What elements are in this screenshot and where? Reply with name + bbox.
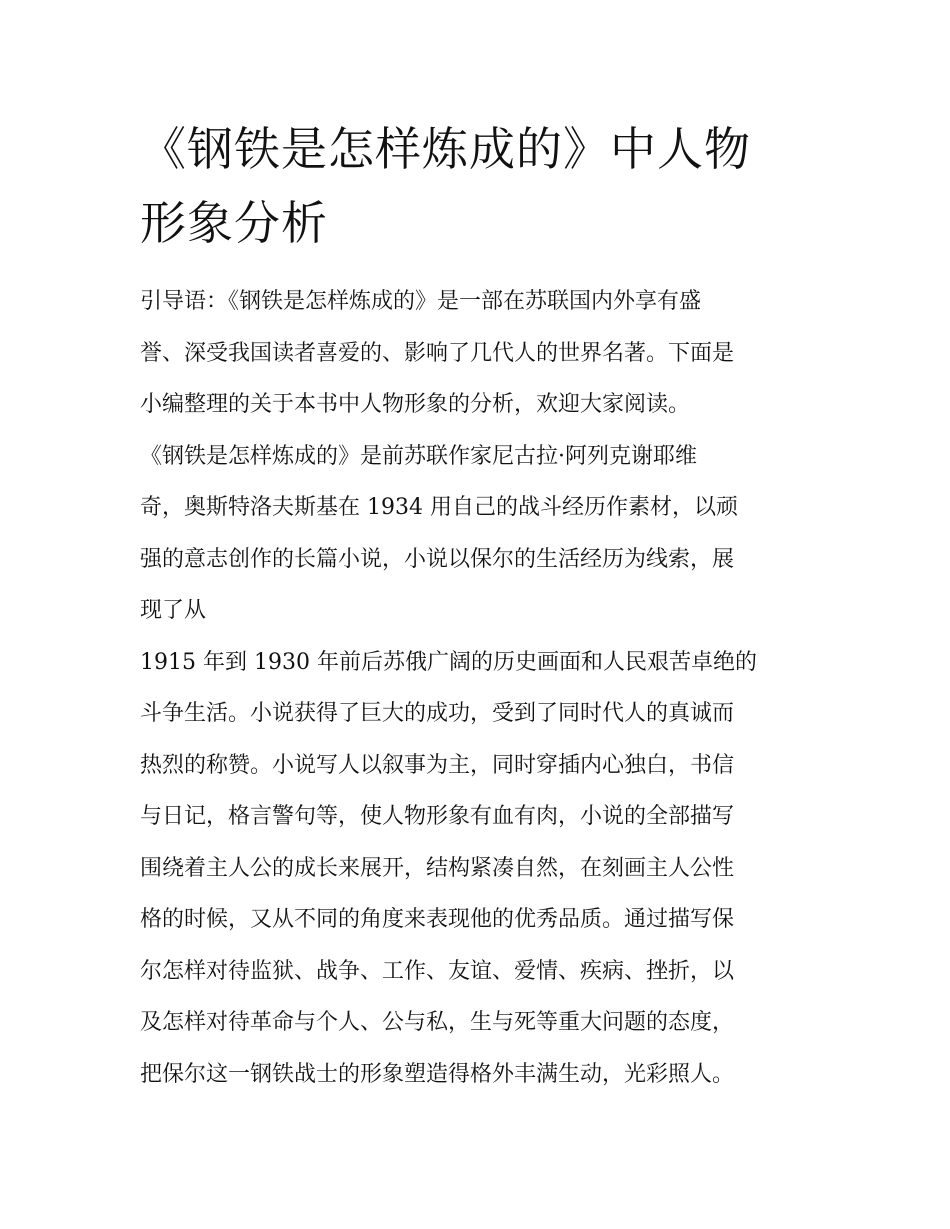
body-line: 热烈的称赞。小说写人以叙事为主，同时穿插内心独白，书信 (140, 752, 735, 778)
body-line: 引导语：《钢铁是怎样炼成的》是一部在苏联国内外享有盛 (140, 289, 702, 314)
body-line: 把保尔这一钢铁战士的形象塑造得格外丰满生动，光彩照人。 (140, 1061, 735, 1087)
body-line: 及怎样对待革命与个人、公与私，生与死等重大问题的态度， (140, 1010, 735, 1035)
body-line: 强的意志创作的长篇小说，小说以保尔的生活经历为线索，展 (140, 546, 735, 572)
title-line: 《钢铁是怎样炼成的》中人物 (140, 122, 751, 176)
body-line: 围绕着主人公的成长来展开，结构紧凑自然，在刻画主人公性 (140, 855, 735, 881)
body-line: 誉、深受我国读者喜爱的、影响了几代人的世界名著。下面是 (140, 340, 735, 366)
body-line: 小编整理的关于本书中人物形象的分析，欢迎大家阅读。 (140, 392, 691, 417)
body-line: 《钢铁是怎样炼成的》是前苏联作家尼古拉·阿列克谢耶维 (140, 443, 697, 469)
body-line: 斗争生活。小说获得了巨大的成功，受到了同时代人的真诚而 (140, 701, 735, 726)
body-line: 格的时候，又从不同的角度来表现他的优秀品质。通过描写保 (140, 907, 735, 932)
body-line: 与日记，格言警句等，使人物形象有血有肉，小说的全部描写 (140, 804, 735, 829)
title-line: 形象分析 (140, 196, 328, 250)
body-line: 1915 年到 1930 年前后苏俄广阔的历史画面和人民艰苦卓绝的 (140, 649, 757, 675)
body-line: 现了从 (140, 598, 207, 623)
document-body (140, 276, 820, 1100)
body-line: 尔怎样对待监狱、战争、工作、友谊、爱情、疾病、挫折，以 (140, 958, 735, 984)
body-line: 奇，奥斯特洛夫斯基在 1934 用自己的战斗经历作素材，以顽 (140, 495, 738, 520)
document-title (140, 112, 820, 260)
